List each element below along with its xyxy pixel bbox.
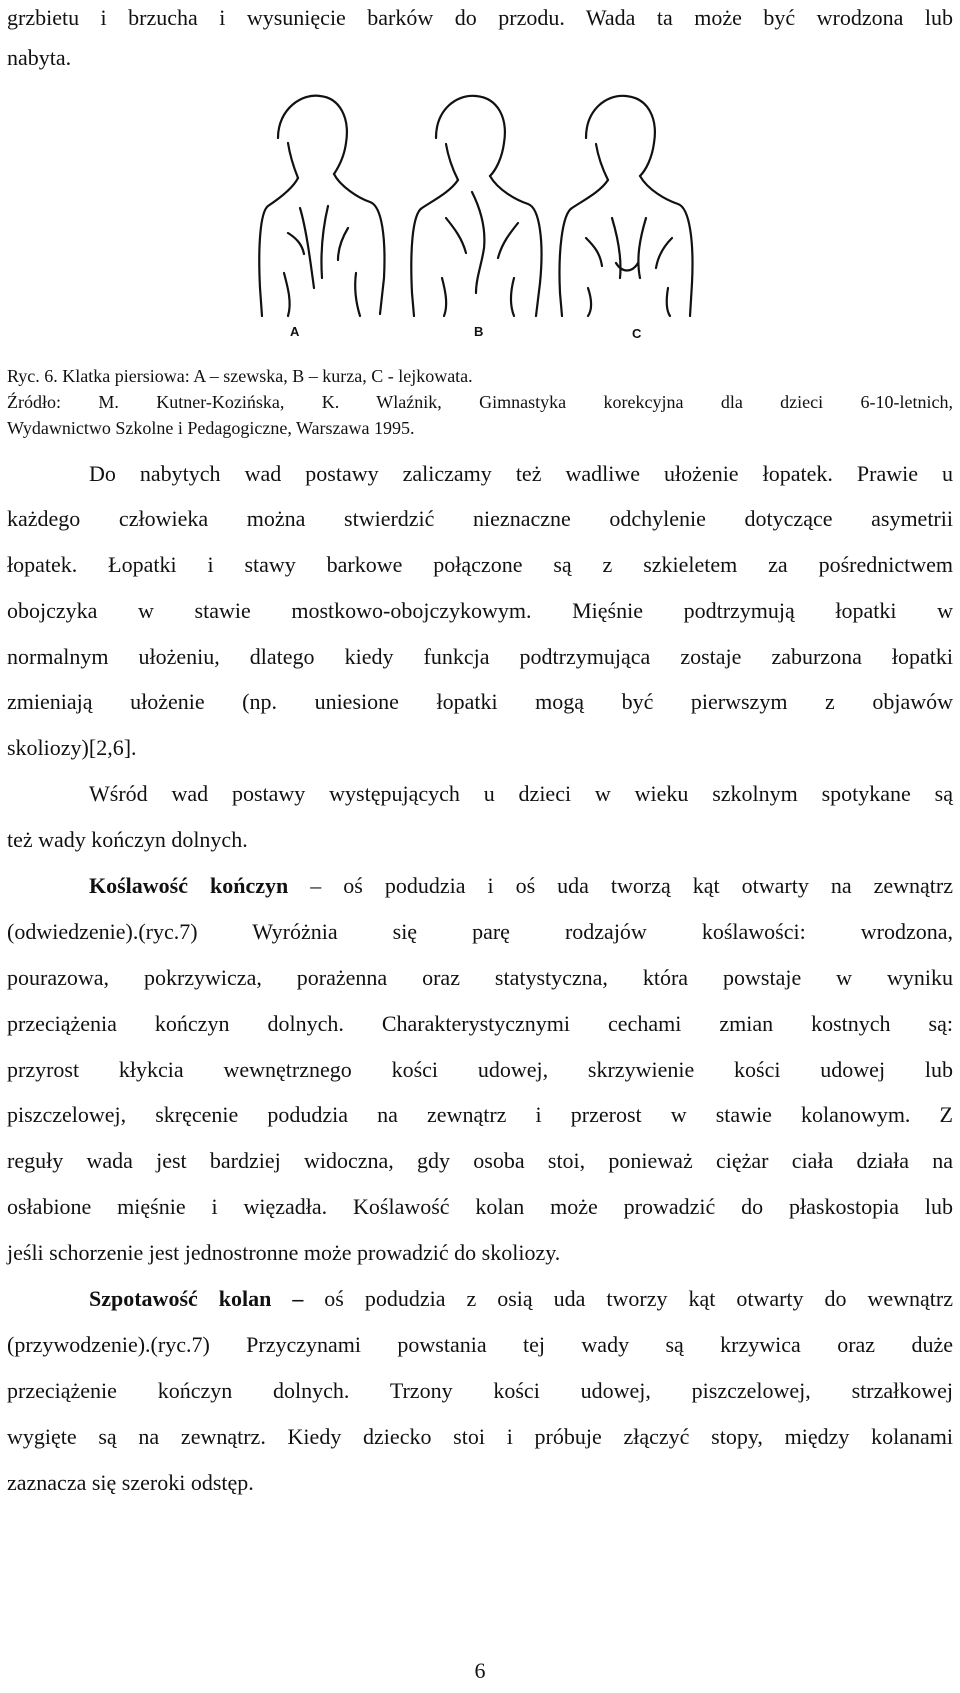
text-line: przeciążenie kończyn dolnych. Trzony kości udowej, piszczelowej, strzałkowej [7, 1378, 953, 1403]
text-line: obojczyka w stawie mostkowo-obojczykowym. Mięśnie podtrzymują łopatki w [7, 598, 953, 623]
text-line: reguły wada jest bardziej widoczna, gdy osoba stoi, ponieważ ciężar ciała działa na [7, 1148, 953, 1173]
term-szpot: Szpotawość kolan – [89, 1286, 304, 1311]
text-line: zmieniają ułożenie (np. uniesione łopatki mogą być pierwszym z objawów [7, 689, 953, 714]
text-line: jeśli schorzenie jest jednostronne może prowadzić do skoliozy. [7, 1240, 561, 1265]
text-line: każdego człowieka można stwierdzić nieznaczne odchylenie dotyczące asymetrii [7, 506, 953, 531]
text-line: wygięte są na zewnątrz. Kiedy dziecko stoi i próbuje złączyć stopy, między kolanami [7, 1424, 953, 1449]
figure-source-cont: Wydawnictwo Szkolne i Pedagogiczne, Warszawa 1995. [7, 418, 415, 438]
text-line: łopatek. Łopatki i stawy barkowe połączone są z szkieletem za pośrednictwem [7, 552, 953, 577]
text-line [7, 1285, 953, 1313]
text-line: Do nabytych wad postawy zaliczamy też wadliwe ułożenie łopatek. Prawie u [89, 461, 953, 486]
figure-label-a: A [290, 324, 300, 339]
figure-label-b: B [474, 324, 484, 339]
figure-source: Źródło: M. Kutner-Kozińska, K. Wlaźnik, Gimnastyka korekcyjna dla dzieci 6-10-letnich, [7, 392, 953, 412]
text-line: (przywodzenie).(ryc.7) Przyczynami powstania tej wady są krzywica oraz duże [7, 1332, 953, 1357]
text-line: pourazowa, pokrzywicza, porażenna oraz statystyczna, która powstaje w wyniku [7, 965, 953, 990]
term-def: oś podudzia z osią uda tworzy kąt otwarty do wewnątrz [303, 1286, 953, 1311]
figure-c-drawing [560, 96, 693, 316]
text-line: nabyta. [7, 45, 72, 70]
text-line: normalnym ułożeniu, dlatego kiedy funkcja podtrzymująca zostaje zaburzona łopatki [7, 644, 953, 669]
text-line: grzbietu i brzucha i wysunięcie barków do przodu. Wada ta może być wrodzona lub [7, 5, 953, 30]
figure-caption: Ryc. 6. Klatka piersiowa: A – szewska, B – kurza, C - lejkowata. [7, 366, 473, 386]
text-line: Wśród wad postawy występujących u dzieci w wieku szkolnym spotykane są [89, 781, 953, 806]
text-line: też wady kończyn dolnych. [7, 827, 248, 852]
text-line [7, 872, 953, 900]
page-number: 6 [474, 1658, 486, 1683]
figure-b-drawing [411, 96, 541, 316]
term-def: – oś podudzia i oś uda tworzą kąt otwarty na zewnątrz [288, 873, 953, 898]
text-line: (odwiedzenie).(ryc.7) Wyróżnia się parę rodzajów koślawości: wrodzona, [7, 919, 953, 944]
text-line: piszczelowej, skręcenie podudzia na zewnątrz i przerost w stawie kolanowym. Z [7, 1102, 953, 1127]
chest-shapes-figure [258, 88, 698, 363]
text-line: przyrost kłykcia wewnętrznego kości udowej, skrzywienie kości udowej lub [7, 1057, 953, 1082]
text-line: osłabione mięśnie i więzadła. Koślawość kolan może prowadzić do płaskostopia lub [7, 1194, 953, 1219]
text-line: skoliozy)[2,6]. [7, 735, 137, 760]
figure-label-c: C [632, 326, 642, 341]
text-line: przeciążenia kończyn dolnych. Charakterystycznymi cechami zmian kostnych są: [7, 1011, 953, 1036]
figure-a-drawing [259, 96, 384, 316]
text-line: zaznacza się szeroki odstęp. [7, 1470, 254, 1495]
term-kosl: Koślawość kończyn [89, 873, 289, 898]
